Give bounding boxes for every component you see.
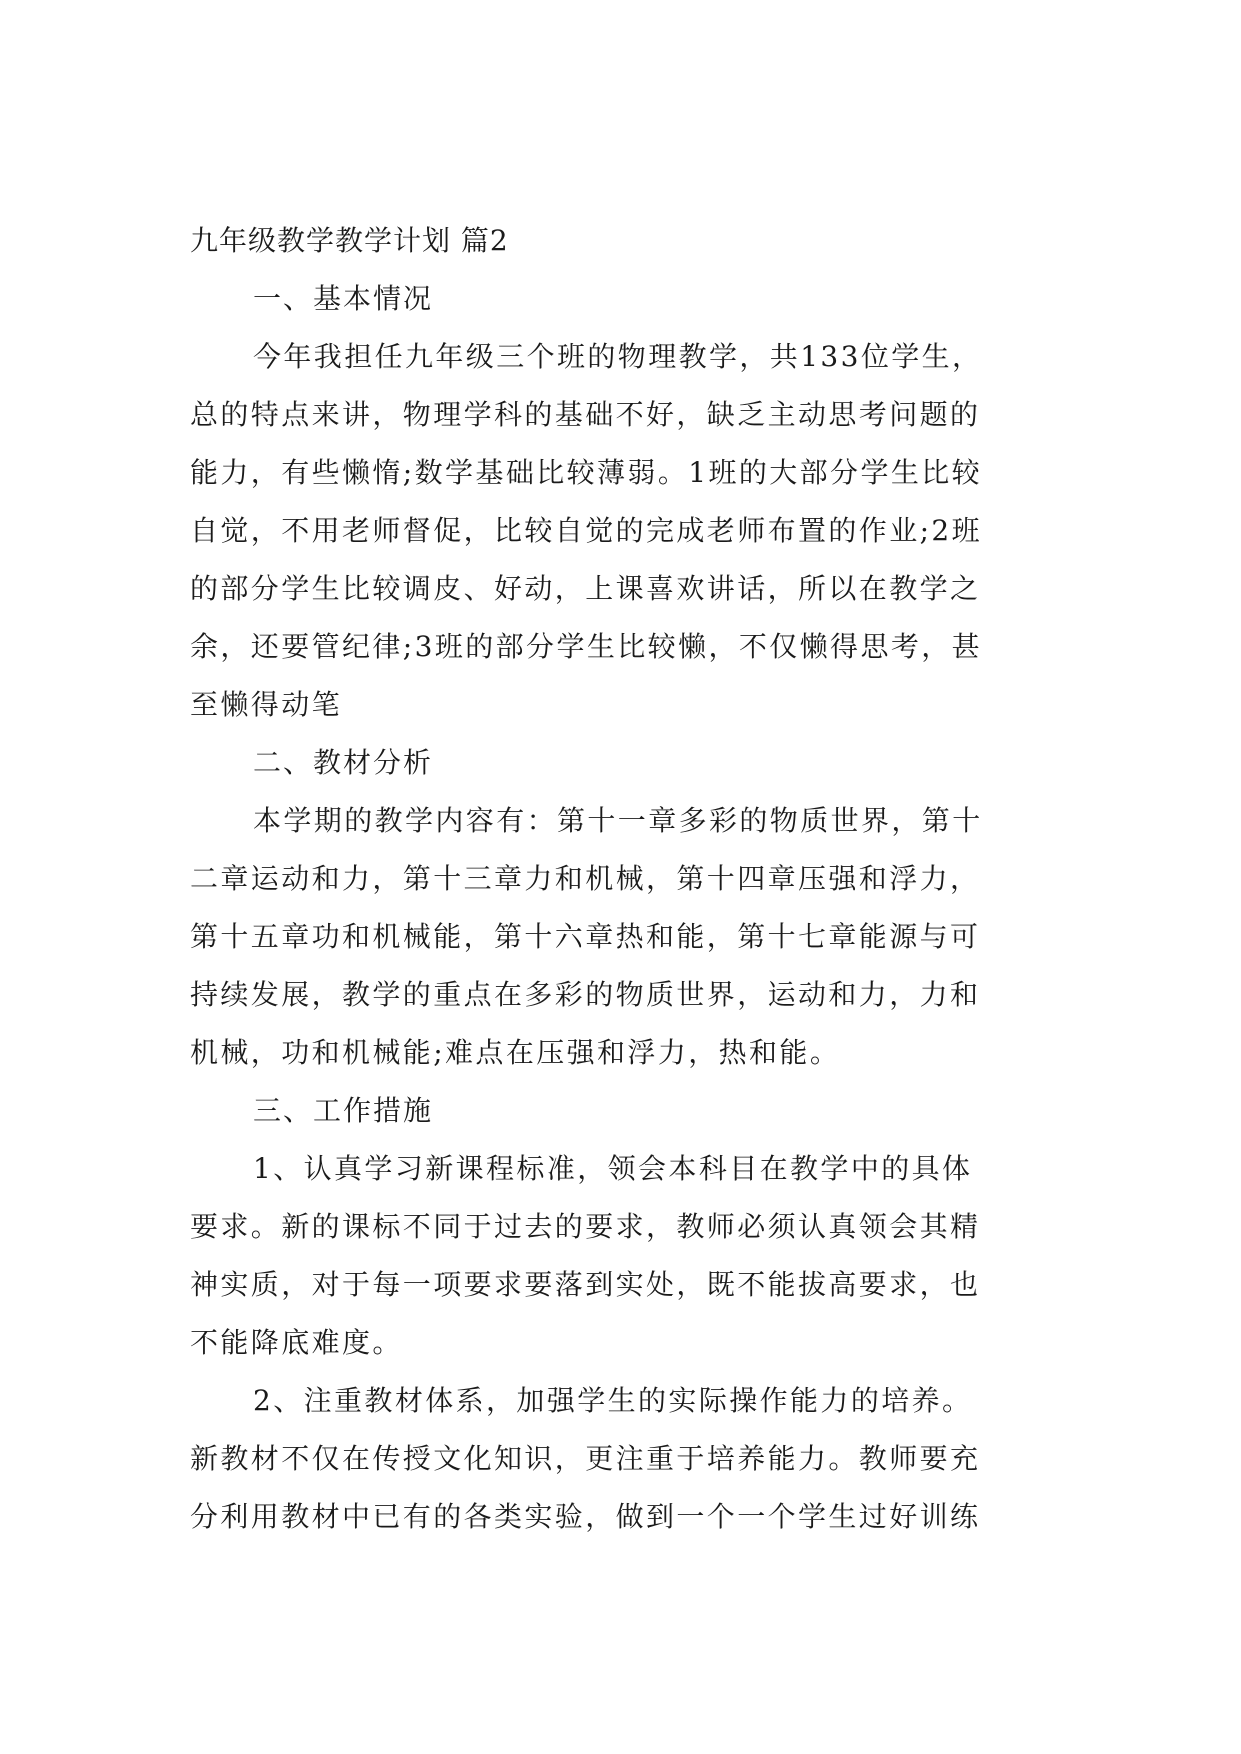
section-heading-basic-situation: 一、基本情况 bbox=[253, 282, 434, 315]
paragraph-line: 至懒得动笔 bbox=[190, 688, 343, 721]
paragraph-line: 2、注重教材体系，加强学生的实际操作能力的培养。 bbox=[253, 1384, 973, 1417]
document-body bbox=[190, 212, 1052, 1546]
paragraph-line: 二章运动和力，第十三章力和机械，第十四章压强和浮力， bbox=[190, 862, 981, 895]
paragraph-line: 总的特点来讲，物理学科的基础不好，缺乏主动思考问题的 bbox=[190, 398, 981, 431]
paragraph-line: 不能降底难度。 bbox=[190, 1326, 403, 1359]
document-title: 九年级教学教学计划 篇2 bbox=[190, 224, 509, 257]
paragraph-line: 第十五章功和机械能，第十六章热和能，第十七章能源与可 bbox=[190, 920, 981, 953]
paragraph-line: 的部分学生比较调皮、好动，上课喜欢讲话，所以在教学之 bbox=[190, 572, 981, 605]
paragraph-line: 神实质，对于每一项要求要落到实处，既不能拔高要求，也 bbox=[190, 1268, 981, 1301]
paragraph-line: 1、认真学习新课程标准，领会本科目在教学中的具体 bbox=[253, 1152, 973, 1185]
paragraph-line: 能力，有些懒惰;数学基础比较薄弱。1班的大部分学生比较 bbox=[190, 456, 983, 489]
paragraph-line: 要求。新的课标不同于过去的要求，教师必须认真领会其精 bbox=[190, 1210, 981, 1243]
paragraph-line: 持续发展，教学的重点在多彩的物质世界，运动和力，力和 bbox=[190, 978, 981, 1011]
paragraph-line: 分利用教材中已有的各类实验，做到一个一个学生过好训练 bbox=[190, 1500, 981, 1533]
paragraph-line: 今年我担任九年级三个班的物理教学，共133位学生， bbox=[253, 340, 983, 373]
paragraph-line: 余，还要管纪律;3班的部分学生比较懒，不仅懒得思考，甚 bbox=[190, 630, 983, 663]
paragraph-line: 自觉，不用老师督促，比较自觉的完成老师布置的作业;2班 bbox=[190, 514, 983, 547]
paragraph-line: 本学期的教学内容有：第十一章多彩的物质世界，第十 bbox=[253, 804, 983, 837]
section-heading-work-measures: 三、工作措施 bbox=[253, 1094, 434, 1127]
section-heading-textbook-analysis: 二、教材分析 bbox=[253, 746, 434, 779]
paragraph-line: 新教材不仅在传授文化知识，更注重于培养能力。教师要充 bbox=[190, 1442, 981, 1475]
paragraph-line: 机械，功和机械能;难点在压强和浮力，热和能。 bbox=[190, 1036, 841, 1069]
